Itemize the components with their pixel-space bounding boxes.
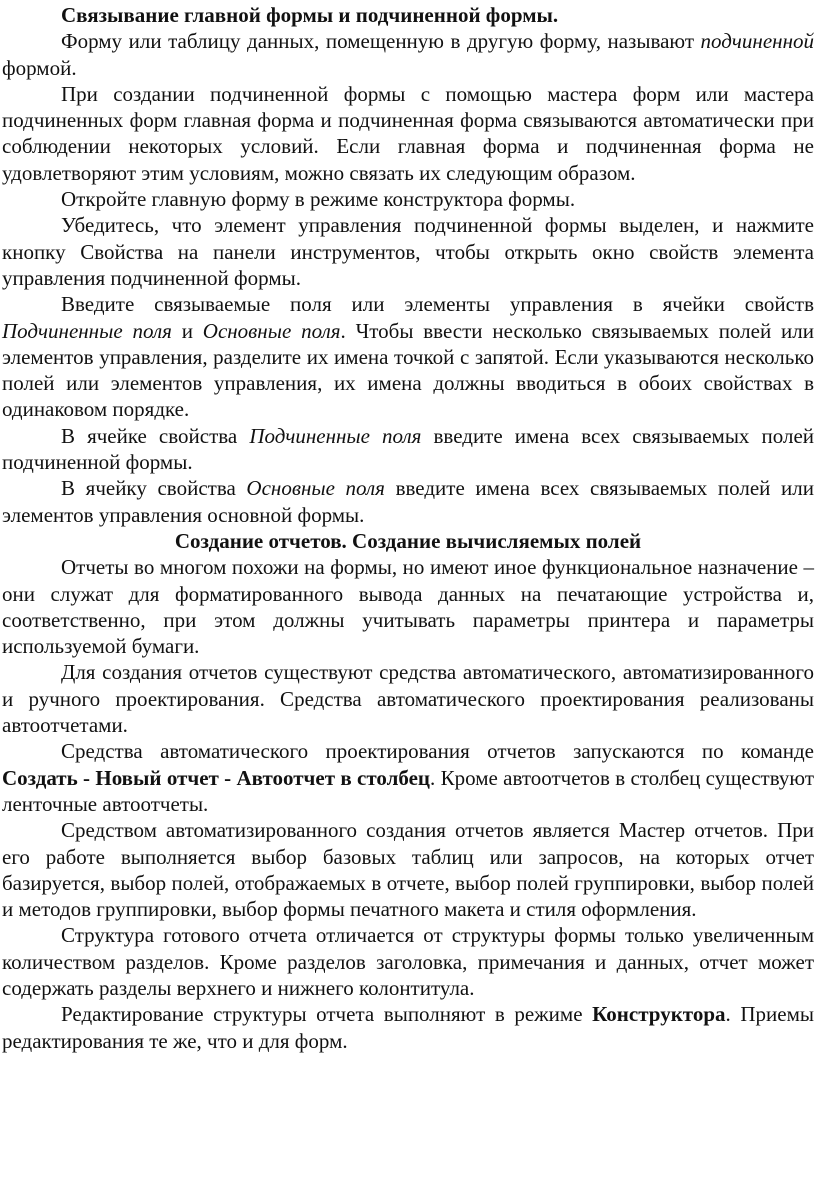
- paragraph-report-design-tools: Для создания отчетов существуют средства автоматического, автоматизированного и ручного проектирования. Средства автоматического проектирования реализованы автоотчетами.: [2, 660, 814, 738]
- paragraph-reports-purpose: Отчеты во многом похожи на формы, но имеют иное функциональное назначение – они служат для форматированного вывода данных на печатающие устройства и, соответственно, при этом должны учитывать параметры принтера и параметры используемой бумаги.: [2, 555, 814, 659]
- paragraph-auto-linking: При создании подчиненной формы с помощью мастера форм или мастера подчиненных форм главная форма и подчиненная форма связываются автоматически при соблюдении некоторых условий. Если главная форма и подчиненная форма не удовлетворяют этим условиям, можно связать их следующим образом.: [2, 81, 814, 185]
- paragraph-report-structure: Структура готового отчета отличается от структуры формы только увеличенным количеством разделов. Кроме разделов заголовка, примечания и данных, отчет может содержать разделы верхнего и нижнего колонтитула.: [2, 923, 814, 1000]
- paragraph-enter-link-fields: Введите связываемые поля или элементы управления в ячейки свойств Подчиненные поля и Основные поля. Чтобы ввести несколько связываемых полей или элементов управления, разделите их имена точкой с запятой. Если указываются несколько полей или элементов управления, их имена должны вводиться в обоих свойствах в одинаковом порядке.: [2, 292, 814, 422]
- paragraph-report-wizard: Средством автоматизированного создания отчетов является Мастер отчетов. При его работе выполняется выбор базовых таблиц или запросов, на которых отчет базируется, выбор полей, отображаемых в отчете, выбор полей группировки, выбор полей и методов группировки, выбор формы печатного макета и стиля оформления.: [2, 818, 814, 922]
- paragraph-subform-definition: Форму или таблицу данных, помещенную в другую форму, называют подчиненной формой.: [2, 29, 814, 80]
- paragraph-master-fields: В ячейку свойства Основные поля введите имена всех связываемых полей или элементов управления основной формы.: [2, 476, 814, 527]
- paragraph-autoreport-command: Средства автоматического проектирования отчетов запускаются по команде Создать - Новый отчет - Автоотчет в столбец. Кроме автоотчетов в столбец существуют ленточные автоотчеты.: [2, 739, 814, 816]
- section-title-reports: Создание отчетов. Создание вычисляемых полей: [174, 528, 642, 553]
- section-title-linking-forms: Связывание главной формы и подчиненной формы.: [61, 3, 559, 27]
- paragraph-report-editing: Редактирование структуры отчета выполняют в режиме Конструктора. Приемы редактирования те же, что и для форм.: [2, 1002, 815, 1053]
- paragraph-select-subform-control: Убедитесь, что элемент управления подчиненной формы выделен, и нажмите кнопку Свойства на панели инструментов, чтобы открыть окно свойств элемента управления подчиненной формы.: [2, 213, 814, 290]
- paragraph-open-design-mode: Откройте главную форму в режиме конструктора формы.: [61, 187, 576, 212]
- paragraph-child-fields: В ячейке свойства Подчиненные поля введите имена всех связываемых полей подчиненной формы.: [2, 423, 815, 475]
